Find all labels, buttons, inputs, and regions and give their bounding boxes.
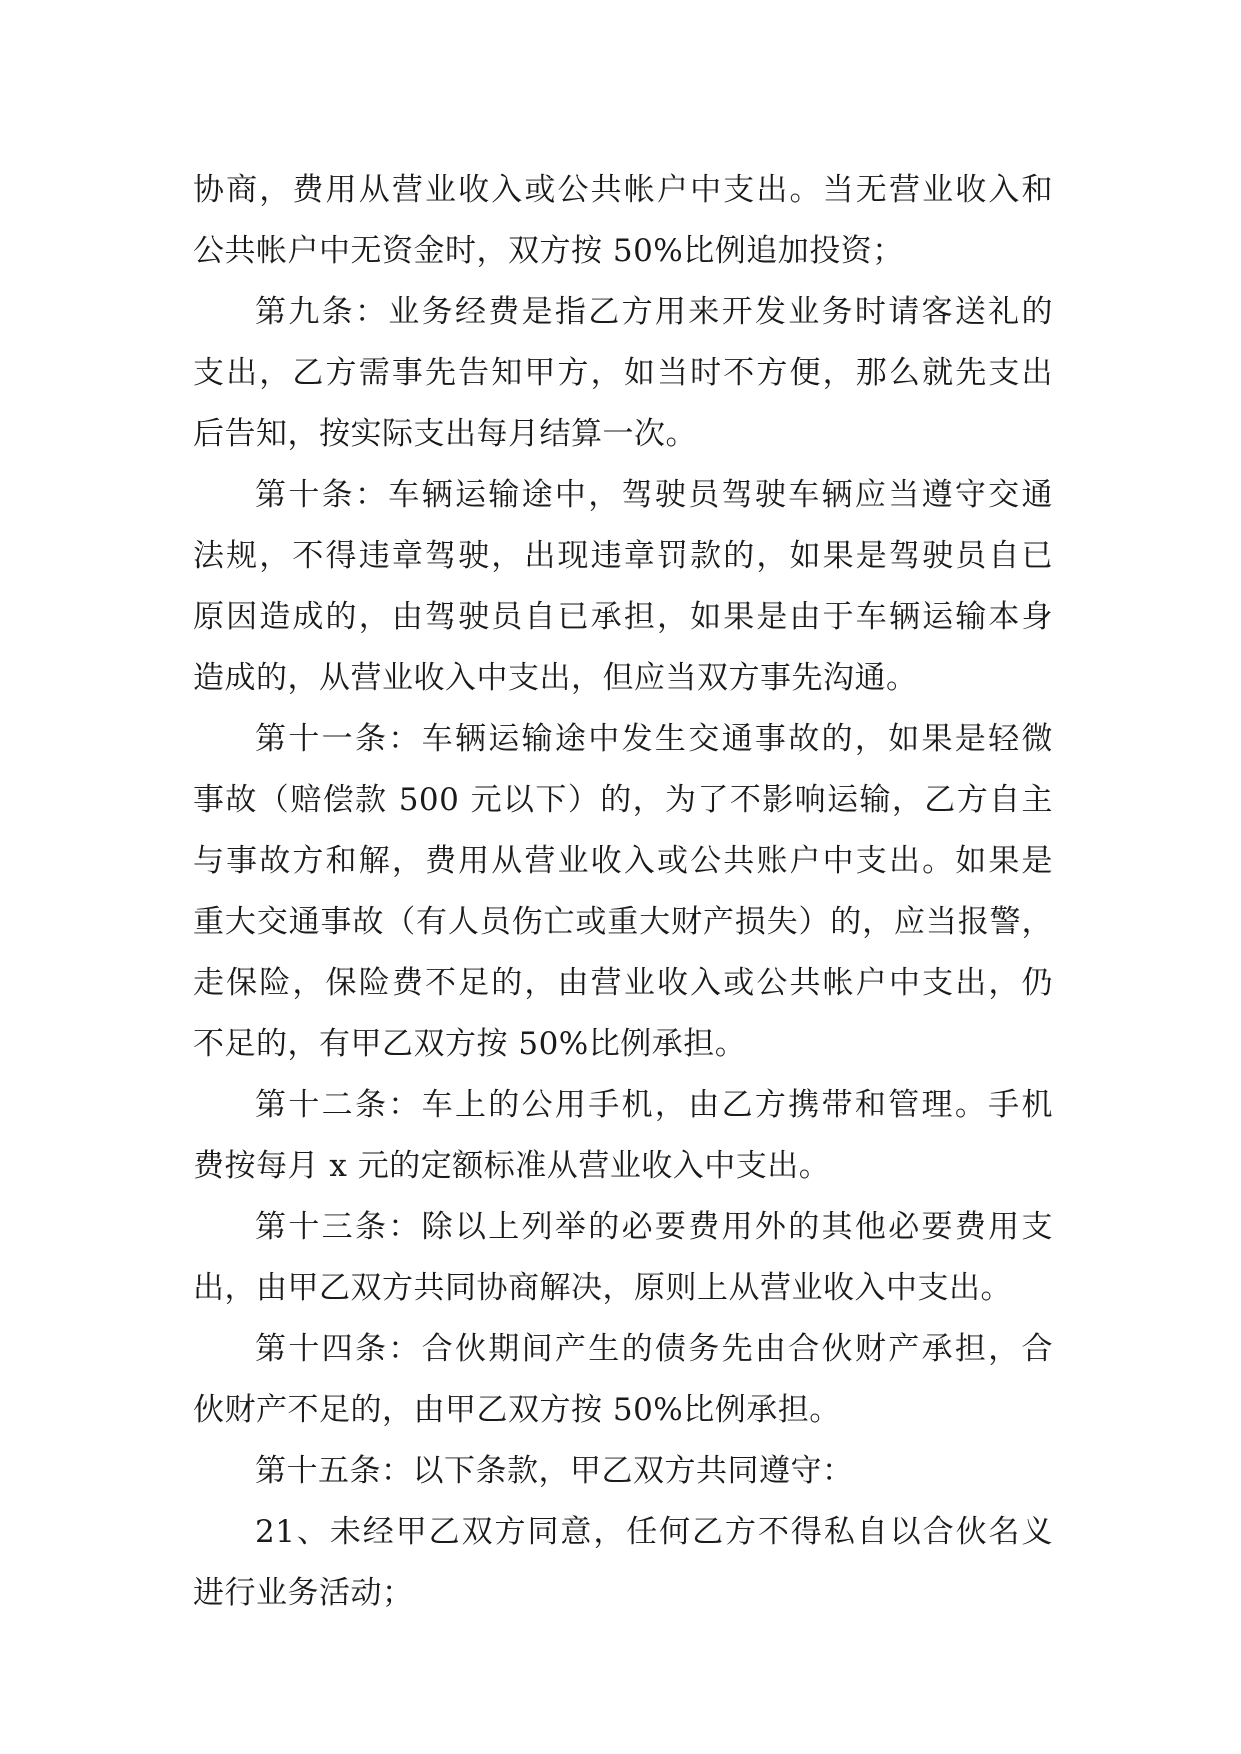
text-line: 不足的，有甲乙双方按 50%比例承担。 <box>193 1026 747 1062</box>
text-line: 公共帐户中无资金时，双方按 50%比例追加投资； <box>193 233 904 269</box>
paragraph-continuation <box>193 160 1053 282</box>
text-line: 协商，费用从营业收入或公共帐户中支出。当无营业收入和 <box>193 172 1053 208</box>
text-line: 造成的，从营业收入中支出，但应当双方事先沟通。 <box>193 660 918 696</box>
paragraph-article-10 <box>193 465 1053 709</box>
document-body <box>193 160 1053 1624</box>
text-line: 21、未经甲乙双方同意，任何乙方不得私自以合伙名义 <box>255 1514 1053 1550</box>
paragraph-article-15 <box>193 1441 1053 1502</box>
text-line: 伙财产不足的，由甲乙双方按 50%比例承担。 <box>193 1392 841 1428</box>
text-line: 第十四条：合伙期间产生的债务先由合伙财产承担，合 <box>255 1331 1053 1367</box>
text-line: 走保险，保险费不足的，由营业收入或公共帐户中支出，仍 <box>193 965 1053 1001</box>
text-line: 第九条：业务经费是指乙方用来开发业务时请客送礼的 <box>255 294 1053 330</box>
paragraph-article-13 <box>193 1197 1053 1319</box>
text-line: 原因造成的，由驾驶员自已承担，如果是由于车辆运输本身 <box>193 599 1053 635</box>
text-line: 出，由甲乙双方共同协商解决，原则上从营业收入中支出。 <box>193 1270 1012 1306</box>
paragraph-article-11 <box>193 709 1053 1075</box>
text-line: 第十二条：车上的公用手机，由乙方携带和管理。手机 <box>255 1087 1053 1123</box>
text-line: 后告知，按实际支出每月结算一次。 <box>193 416 697 452</box>
paragraph-article-14 <box>193 1319 1053 1441</box>
paragraph-clause-21 <box>193 1502 1053 1624</box>
text-line: 重大交通事故（有人员伤亡或重大财产损失）的，应当报警， <box>193 904 1053 940</box>
text-line: 第十五条：以下条款，甲乙双方共同遵守： <box>255 1453 854 1489</box>
text-line: 与事故方和解，费用从营业收入或公共账户中支出。如果是 <box>193 843 1053 879</box>
text-line: 进行业务活动； <box>193 1575 414 1611</box>
paragraph-article-9 <box>193 282 1053 465</box>
text-line: 第十条：车辆运输途中，驾驶员驾驶车辆应当遵守交通 <box>255 477 1053 513</box>
text-line: 第十一条：车辆运输途中发生交通事故的，如果是轻微 <box>255 721 1053 757</box>
text-line: 费按每月 x 元的定额标准从营业收入中支出。 <box>193 1148 831 1184</box>
paragraph-article-12 <box>193 1075 1053 1197</box>
text-line: 事故（赔偿款 500 元以下）的，为了不影响运输，乙方自主 <box>193 782 1053 818</box>
text-line: 第十三条：除以上列举的必要费用外的其他必要费用支 <box>255 1209 1053 1245</box>
text-line: 支出，乙方需事先告知甲方，如当时不方便，那么就先支出 <box>193 355 1053 391</box>
text-line: 法规，不得违章驾驶，出现违章罚款的，如果是驾驶员自已 <box>193 538 1053 574</box>
